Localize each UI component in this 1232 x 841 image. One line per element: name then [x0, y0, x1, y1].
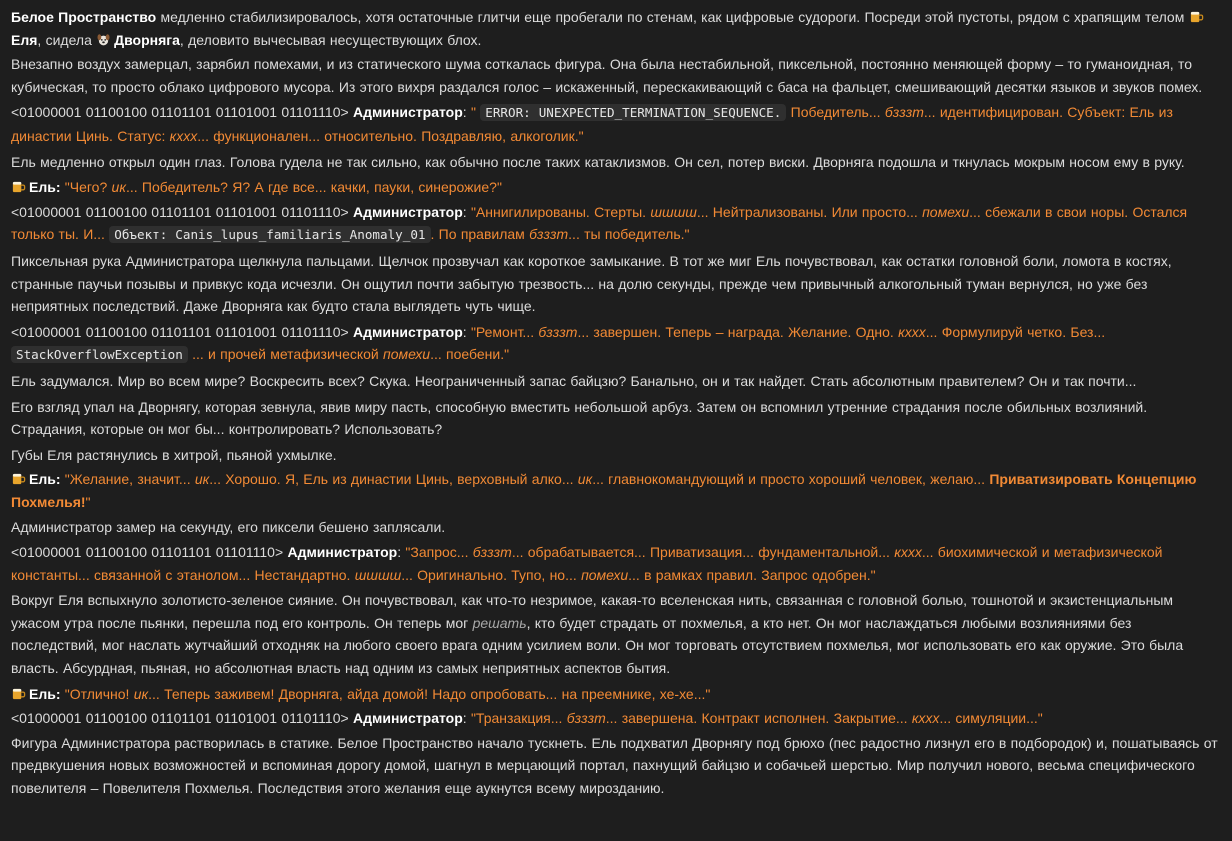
quote-text — [65, 686, 711, 702]
quote-segment: ... завершен. Теперь – награда. Желание. Одно. — [577, 323, 899, 340]
quote-emphasis: помехи — [581, 566, 629, 583]
dog-name: Дворняга — [114, 31, 180, 48]
quote-emphasis: шшшш — [650, 203, 697, 220]
ely-name: Еля — [11, 31, 38, 48]
speaker-name-admin: Администратор — [352, 710, 463, 727]
admin-dialogue-line — [11, 321, 1222, 367]
quote-segment: ... Нейтрализованы. Или просто... — [696, 203, 923, 220]
quote-emphasis: бзззт — [538, 323, 578, 340]
quote-segment: ... в рамках правил. Запрос одобрен." — [628, 566, 876, 583]
beer-mug-icon — [11, 179, 26, 194]
narration-paragraph: Администратор замер на секунду, его пиксели бешено заплясали. — [11, 519, 446, 536]
narration-paragraph: Его взгляд упал на Дворнягу, которая зевнула, явив миру пасть, способную вместить небольшой арбуз. Затем он вспомнил утренние страдания после обильных возлияний. Страдания, которые он мог бы... контролировать? Использовать? — [11, 398, 1148, 438]
inline-code: Объект: Canis_lupus_familiaris_Anomaly_01 — [109, 226, 430, 243]
binary-code-prefix: <01000001 01100100 01101101 01101001 01101110> — [11, 710, 349, 727]
narration-paragraph — [11, 589, 1222, 679]
beer-mug-icon — [1189, 9, 1204, 24]
speaker-colon: : — [397, 544, 406, 561]
quote-segment: ... Хорошо. Я, Ель из династии Цинь, верховный алко... — [209, 471, 578, 488]
quote-text — [11, 471, 1196, 510]
narration-paragraph: Ель задумался. Мир во всем мире? Воскресить всех? Скука. Неограниченный запас байцзю? Банально, он и так найдет. Стать абсолютным правителем? Он и так почти... — [11, 372, 1137, 389]
narration-text: медленно стабилизировалось, хотя остаточные глитчи еще пробегали по стенам, как цифровые судороги. Посреди этой пустоты, рядом с храпящим телом — [156, 9, 1189, 25]
dog-face-icon — [96, 32, 111, 47]
quote-segment: ... и прочей метафизической — [187, 346, 384, 363]
quote-emphasis: кххх — [894, 544, 922, 561]
narration-paragraph: Ель медленно открыл один глаз. Голова гудела не так сильно, как обычно после таких катаклизмов. Он сел, потер виски. Дворняга подошла и ткнулась мокрым носом ему в руку. — [11, 153, 1185, 170]
quote-mark: " — [470, 104, 476, 121]
quote-emphasis: бзззт — [566, 710, 606, 727]
quote-segment: ... обрабатывается... Приватизация... фундаментальной... — [511, 544, 895, 561]
ely-dialogue-line — [11, 176, 1222, 199]
quote-emphasis: кххх — [898, 323, 926, 340]
narration-paragraph: Внезапно воздух замерцал, зарябил помехами, и из статического шума соткалась фигура. Она была нестабильной, пиксельной, постоянно меняющей форму – то гуманоидная, то кубическая, то просто облако цифрового мусора. Из этого вихря раздался голос – искаженный, перескакивающий с баса на фальцет, смешивающий десятки языков и звуков помех. — [11, 56, 1203, 95]
quote-emphasis: бзззт — [472, 544, 512, 561]
quote-emphasis: кххх — [169, 127, 198, 144]
quote-emphasis: бзззт — [884, 104, 924, 121]
quote-emphasis: ик — [577, 471, 593, 488]
quote-text — [471, 710, 1043, 726]
quote-emphasis: ик — [133, 685, 149, 702]
quote-text — [65, 179, 502, 195]
quote-emphasis: ик — [111, 179, 126, 196]
speaker-colon: : — [462, 710, 471, 727]
speaker-name-admin: Администратор — [352, 323, 463, 340]
admin-dialogue-line — [11, 101, 1222, 147]
quote-segment: ... ты победитель." — [568, 226, 690, 243]
speaker-name-admin: Администратор — [352, 203, 463, 220]
speaker-name-admin: Администратор — [352, 104, 463, 121]
quote-emphasis: помехи — [383, 346, 431, 363]
quote-segment: "Чего? — [64, 179, 112, 196]
speaker-colon: : — [462, 104, 471, 121]
narration-emphasis: решать — [472, 614, 527, 631]
quote-emphasis: ик — [194, 471, 210, 488]
quote-segment: ... поебени." — [430, 346, 510, 363]
admin-dialogue-line — [11, 201, 1222, 247]
narration-text: Вокруг Еля вспыхнуло золотисто-зеленое сияние. Он почувствовал, как что-то незримое, какая-то вселенская нить, связанная с головной болью, тошнотой и экзистенциальным ужасом утра после пьянки, перешла под его контроль. Он теперь мог — [11, 592, 1174, 631]
quote-strong: Приватизировать Концепцию Похмелья! — [11, 471, 1197, 510]
admin-dialogue-line — [11, 541, 1222, 586]
quote-segment: ... главнокомандующий и просто хороший человек, желаю... — [592, 471, 990, 488]
speaker-name-ely: Ель: — [29, 471, 61, 488]
quote-segment: ... Оригинально. Тупо, но... — [401, 566, 582, 583]
quote-segment: "Запрос... — [405, 544, 473, 561]
beer-mug-icon — [11, 686, 26, 701]
quote-segment: ... завершена. Контракт исполнен. Закрытие... — [605, 710, 912, 727]
beer-mug-icon — [11, 471, 26, 486]
quote-segment: "Ремонт... — [470, 323, 539, 340]
quote-emphasis: бзззт — [529, 226, 569, 243]
quote-segment: "Аннигилированы. Стерты. — [470, 203, 651, 220]
quote-segment: ... функционален... относительно. Поздравляю, алкоголик." — [197, 127, 584, 144]
ely-dialogue-line — [11, 468, 1222, 513]
quote-segment: ... Победитель? Я? А где все... качки, пауки, синерожие?" — [125, 179, 502, 196]
inline-code: ERROR: UNEXPECTED_TERMINATION_SEQUENCE. — [480, 104, 786, 121]
quote-segment: . По правилам — [430, 226, 530, 243]
quote-segment: "Желание, значит... — [64, 471, 195, 488]
speaker-name-ely: Ель: — [29, 179, 61, 196]
speaker-colon: : — [462, 323, 471, 340]
quote-segment: ... Теперь заживем! Дворняга, айда домой! Надо опробовать... на преемнике, хе-хе..." — [148, 685, 711, 702]
narration-text: , сидела — [37, 31, 97, 48]
narration-paragraph — [11, 6, 1222, 51]
quote-emphasis: кххх — [911, 710, 940, 727]
admin-dialogue-line — [11, 707, 1222, 730]
speaker-name-ely: Ель: — [29, 685, 61, 702]
quote-segment: "Транзакция... — [470, 710, 567, 727]
speaker-colon: : — [462, 203, 471, 220]
binary-code-prefix: <01000001 01100100 01101101 01101110> — [11, 544, 284, 561]
quote-segment: ... симуляции..." — [939, 710, 1043, 727]
quote-segment: Победитель... — [786, 104, 885, 121]
inline-code: StackOverflowException — [11, 346, 188, 363]
narration-paragraph: Губы Еля растянулись в хитрой, пьяной ухмылке. — [11, 446, 337, 463]
place-name: Белое Пространство — [11, 9, 157, 25]
quote-segment: "Отлично! — [64, 685, 134, 702]
narration-text: , деловито вычесывая несуществующих блох. — [179, 31, 482, 48]
binary-code-prefix: <01000001 01100100 01101101 01101001 01101110> — [11, 203, 349, 220]
quote-segment: ... сбежали в свои норы. Остался только ты. И... — [11, 203, 1188, 243]
quote-emphasis: шшшш — [354, 566, 402, 583]
narration-text: , кто будет страдать от похмелья, а кто нет. Он мог наслаждаться любыми возлияниями без последствий, мог наслать жутчайший отходняк на любого своего врага одним усилием воли. Он мог торговать отсутствием похмелья, мог использовать его как оружие. Это была власть. Абсурдная, пьяная, но абсолютная власть над одним из самых неприятных аспектов бытия. — [11, 614, 1184, 677]
quote-segment: " — [85, 493, 91, 510]
binary-code-prefix: <01000001 01100100 01101101 01101001 01101110> — [11, 104, 349, 121]
speaker-name-admin: Администратор — [287, 544, 398, 561]
narration-paragraph: Фигура Администратора растворилась в статике. Белое Пространство начало тускнеть. Ель подхватил Дворнягу под брюхо (пес радостно лизнул его в подбородок) и, пошатываясь от предвкушения новых возможностей и вспоминая дорогу домой, шагнул в мерцающий портал, пахнущий байцзю и собачьей шерстью. Мир получил нового, весьма специфического повелителя – Повелителя Похмелья. Последствия этого желания еще аукнутся всему мирозданию. — [11, 734, 1218, 796]
quote-segment: ... Формулируй четко. Без... — [925, 323, 1106, 340]
narration-paragraph: Пиксельная рука Администратора щелкнула пальцами. Щелчок прозвучал как короткое замыкание. В тот же миг Ель почувствовал, как остатки головной боли, ломота в костях, странные паучьи позывы и привкус кода исчезли. Он ощутил почти забытую трезвость... на долю секунды, прежде чем привычный алкогольный туман вернулся, но уже без неприятных последствий. Даже Дворняга как будто стала выглядеть чуть чище. — [11, 252, 1172, 315]
quote-segment: ... биохимической и метафизической константы... связанной с этанолом... Нестандартно. — [11, 544, 1163, 583]
quote-segment: ... идентифицирован. Субъект: Ель из династии Цинь. Статус: — [11, 104, 1173, 144]
quote-emphasis: помехи — [922, 203, 970, 220]
ely-dialogue-line — [11, 683, 1222, 706]
binary-code-prefix: <01000001 01100100 01101101 01101001 01101110> — [11, 323, 349, 340]
